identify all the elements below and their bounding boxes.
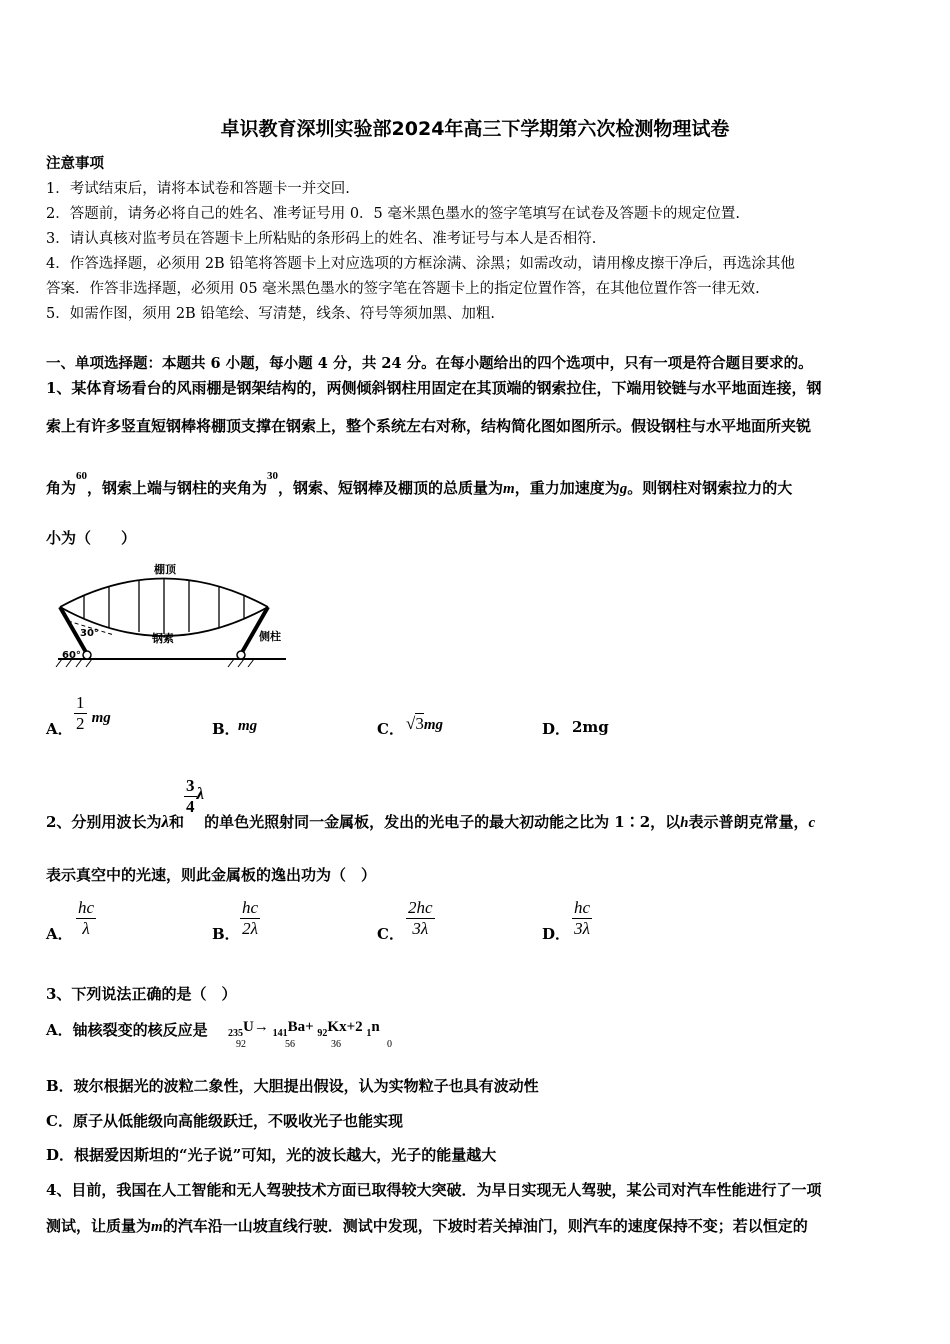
notice-item: 4．作答选择题，必须用 2B 铅笔将答题卡上对应选项的方框涂满、涂黑；如需改动，请用橡皮擦干净后，再选涂其他 <box>46 256 795 272</box>
q2-option-c-label: C． <box>377 925 404 943</box>
fraction-den: 2λ <box>242 919 258 938</box>
q2-lambda: λ <box>196 783 205 803</box>
notice-item: 5．如需作图，须用 2B 铅笔绘、写清楚，线条、符号等须加黑、加粗. <box>46 306 495 322</box>
notice-item: 2．答题前，请务必将自己的姓名、准考证号用 0．5 毫米黑色墨水的签字笔填写在试卷及答题卡的规定位置. <box>46 206 740 222</box>
q2-option-d <box>572 898 592 939</box>
q2-option-a-label: A． <box>46 925 73 943</box>
nuclear-equation <box>228 1019 380 1039</box>
q1-option-a <box>74 693 111 734</box>
notice-heading: 注意事项 <box>46 155 104 172</box>
q1-option-c-label: C． <box>377 720 404 738</box>
q2-text: 2、分别用波长为 <box>46 812 162 831</box>
fraction-num: 2hc <box>408 898 433 917</box>
notice-item: 答案．作答非选择题，必须用 05 毫米黑色墨水的签字笔在答题卡上的指定位置作答，在其他位置作答一律无效. <box>46 281 760 297</box>
symbol: n <box>371 1019 380 1035</box>
figure-label-roof: 棚顶 <box>154 563 176 576</box>
q2-line1 <box>46 776 816 831</box>
mass-number: 141 <box>272 1028 288 1039</box>
q2-line2: 表示真空中的光速，则此金属板的逸出功为（ ） <box>46 866 377 884</box>
q2-text: 的单色光照射同一金属板，发出的光电子的最大初动能之比为 1∶2，以 <box>204 812 681 831</box>
q1-text: 。则钢柱对钢索拉力的大 <box>627 479 793 497</box>
q4-text: 测试，让质量为 <box>46 1217 152 1235</box>
sqrt-icon: √ <box>406 714 416 733</box>
fraction <box>184 776 197 817</box>
q2-option-b-label: B． <box>212 925 240 943</box>
q3-stem: 3、下列说法正确的是（ ） <box>46 985 237 1003</box>
q2-lambda: λ <box>161 811 169 831</box>
figure-label-cable: 钢索 <box>152 632 174 645</box>
q2-option-a <box>76 898 96 939</box>
page-title: 卓识教育深圳实验部2024年高三下学期第六次检测物理试卷 <box>220 118 730 140</box>
q1-text: 角为 <box>46 479 77 497</box>
q2-var-c: c <box>808 814 816 831</box>
q1-option-c-tail: mg <box>423 717 444 733</box>
q1-option-a-label: A． <box>46 720 73 738</box>
atomic-number: 56 <box>285 1039 295 1050</box>
notice-item: 3．请认真核对监考员在答题卡上所粘贴的条形码上的姓名、准考证号与本人是否相符. <box>46 231 597 247</box>
section-heading: 一、单项选择题：本题共 6 小题，每小题 4 分，共 24 分。在每小题给出的四个选项中，只有一项是符合题目要求的。 <box>46 355 813 372</box>
symbol: Kx+2 <box>327 1019 363 1035</box>
q2-option-b <box>240 898 260 939</box>
q3-option-b: B．玻尔根据光的波粒二象性，大胆提出假设，认为实物粒子也具有波动性 <box>46 1077 539 1095</box>
fraction-num: hc <box>242 898 259 917</box>
figure-label-angle-60: 60° <box>62 650 81 661</box>
q1-text: ，钢索、短钢棒及棚顶的总质量为 <box>278 479 504 497</box>
q4-text: 的汽车沿一山坡直线行驶．测试中发现，下坡时若关掉油门，则汽车的速度保持不变；若以恒定的 <box>162 1217 808 1235</box>
fraction <box>240 898 260 939</box>
q1-figure <box>54 555 294 670</box>
mass-number: 92 <box>317 1028 328 1039</box>
q2-text: 和 <box>169 812 185 831</box>
q1-angle-30: 30 <box>267 470 279 482</box>
q1-option-b-label: B． <box>212 720 240 738</box>
atomic-number: 36 <box>331 1039 341 1050</box>
q1-option-b: mg <box>238 718 258 734</box>
symbol: Ba+ <box>287 1019 314 1035</box>
notice-item: 1．考试结束后，请将本试卷和答题卡一并交回. <box>46 181 350 197</box>
q1-line1: 1、某体育场看台的风雨棚是钢架结构的，两侧倾斜钢柱用固定在其顶端的钢索拉住，下端用铰链与水平地面连接，钢 <box>46 379 822 397</box>
q1-option-a-tail: mg <box>91 710 111 726</box>
atomic-number: 0 <box>387 1039 392 1050</box>
q3-option-c: C．原子从低能级向高能级跃迁，不吸收光子也能实现 <box>46 1112 403 1130</box>
q1-var-m: m <box>503 481 515 497</box>
mass-number: 1 <box>366 1028 372 1039</box>
q1-angle-60: 60 <box>76 470 88 482</box>
sqrt-radicand: 3 <box>415 714 424 733</box>
q1-option-d: 2mg <box>572 718 609 736</box>
fraction-num: hc <box>574 898 591 917</box>
fraction <box>74 693 87 734</box>
q1-option-c <box>406 714 443 734</box>
mass-number: 235 <box>228 1028 243 1039</box>
fraction <box>406 898 435 939</box>
symbol: U <box>243 1019 254 1035</box>
fraction-num: 3 <box>186 776 195 795</box>
fraction-den: 3λ <box>412 919 429 938</box>
figure-label-column: 侧柱 <box>259 630 281 643</box>
q1-var-g: g <box>619 481 628 497</box>
q1-text: ，重力加速度为 <box>514 479 620 497</box>
q2-text: 表示普朗克常量， <box>688 812 809 831</box>
fraction <box>76 898 96 939</box>
q1-text: ，钢索上端与钢柱的夹角为 <box>87 479 268 497</box>
q2-option-c <box>406 898 435 939</box>
q4-line1: 4、目前，我国在人工智能和无人驾驶技术方面已取得较大突破．为早日实现无人驾驶，某公司对汽车性能进行了一项 <box>46 1181 822 1199</box>
fraction-den: 4 <box>186 797 195 816</box>
q2-option-d-label: D． <box>542 925 571 943</box>
q2-var-h: h <box>680 814 689 831</box>
q4-line2 <box>46 1215 808 1236</box>
fraction-num: hc <box>78 898 95 917</box>
fraction-den: 3λ <box>574 919 590 938</box>
atomic-number: 92 <box>236 1039 246 1050</box>
fraction-den: λ <box>82 919 90 938</box>
arrow-icon: → <box>253 1019 269 1035</box>
q3-option-a <box>46 1019 208 1040</box>
q1-line3 <box>46 470 793 498</box>
q1-line2: 索上有许多竖直短钢棒将棚顶支撑在钢索上，整个系统左右对称，结构简化图如图所示。假设钢柱与水平地面所夹锐 <box>46 417 812 435</box>
fraction-num: 1 <box>76 693 85 712</box>
q3-option-d: D．根据爱因斯坦的“光子说”可知，光的波长越大，光子的能量越大 <box>46 1146 497 1164</box>
q1-option-d-label: D． <box>542 720 571 738</box>
figure-label-angle-30: 30° <box>80 628 99 639</box>
fraction-den: 2 <box>76 714 85 733</box>
q4-var-m: m <box>151 1219 163 1235</box>
fraction <box>572 898 592 939</box>
q3-option-a-text: A．铀核裂变的核反应是 <box>46 1021 208 1039</box>
q1-line4: 小为（ ） <box>46 529 137 547</box>
